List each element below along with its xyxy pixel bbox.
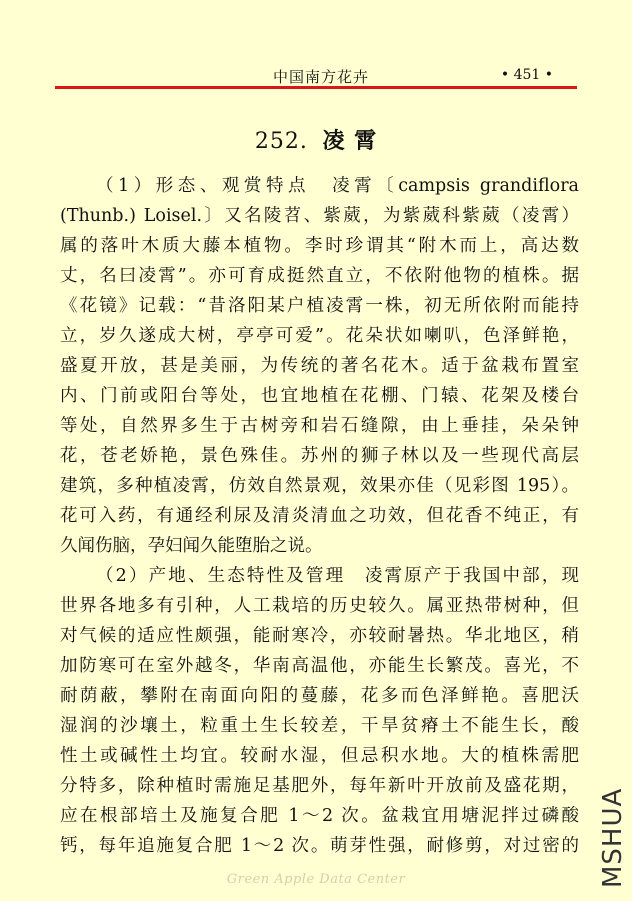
text-line: 等处，自然界多生于古树旁和岩石缝隙，由上垂挂，朵朵钟 (60, 416, 579, 436)
side-watermark-text: MSHUA (598, 787, 628, 888)
text-line: 钙，每年追施复合肥 1～2 次。萌芽性强，耐修剪，对过密的 (60, 836, 579, 856)
text-line: 湿润的沙壤土，粒重土生长较差，干旱贫瘠土不能生长，酸 (60, 716, 579, 736)
text-line: 建筑，多种植凌霄，仿效自然景观，效果亦佳（见彩图 195）。 (60, 476, 579, 496)
section-heading (0, 124, 632, 155)
header-rule (55, 86, 577, 89)
side-watermark (594, 787, 628, 890)
text-line: 性土或碱性土均宜。较耐水湿，但忌积水地。大的植株需肥 (60, 746, 579, 766)
text-line: （2）产地、生态特性及管理 凌霄原产于我国中部，现 (96, 566, 579, 586)
text-line: 立，岁久遂成大树，亭亭可爱”。花朵状如喇叭，色泽鲜艳， (60, 326, 579, 346)
text-line: 应在根部培土及施复合肥 1～2 次。盆栽宜用塘泥拌过磷酸 (60, 806, 579, 826)
text-line: 世界各地多有引种，人工栽培的历史较久。属亚热带树种，但 (60, 596, 579, 616)
section-number: 252. (254, 129, 308, 154)
text-line: 盛夏开放，甚是美丽，为传统的著名花木。适于盆栽布置室 (60, 356, 579, 376)
page-number: • 451 • (500, 67, 553, 83)
text-line: 内、门前或阳台等处，也宜地植在花棚、门辕、花架及楼台 (60, 386, 579, 406)
text-line: 属的落叶木质大藤本植物。李时珍谓其“附木而上，高达数 (60, 236, 579, 256)
text-line: 加防寒可在室外越冬，华南高温他，亦能生长繁茂。喜光，不 (60, 656, 579, 676)
text-line: （1）形态、观赏特点 凌霄〔campsis grandiflora (96, 176, 579, 196)
text-line: 久闻伤脑，孕妇闻久能堕胎之说。 (60, 536, 323, 556)
text-line: 花可入药，有通经利尿及清炎清血之功效，但花香不纯正，有 (60, 506, 579, 526)
text-line: 《花镜》记载：“昔洛阳某户植凌霄一株，初无所依附而能持 (60, 296, 579, 316)
watermark: Green Apple Data Center (226, 872, 406, 887)
running-header-title: 中国南方花卉 (273, 68, 370, 86)
text-line: 分特多，除种植时需施足基肥外，每年新叶开放前及盛花期， (60, 776, 579, 796)
text-line: 耐荫蔽，攀附在南面向阳的蔓藤，花多而色泽鲜艳。喜肥沃 (60, 686, 579, 706)
section-title: 凌 霄 (322, 128, 378, 154)
text-line: (Thunb.) Loisel.〕又名陵苕、紫葳，为紫葳科紫葳（凌霄） (60, 206, 579, 226)
text-line: 丈，名曰凌霄”。亦可育成挺然直立，不依附他物的植株。据 (60, 266, 579, 286)
text-line: 花，苍老娇艳，景色殊佳。苏州的狮子林以及一些现代高层 (60, 446, 579, 466)
text-line: 对气候的适应性颇强，能耐寒冷，亦较耐暑热。华北地区，稍 (60, 626, 579, 646)
running-header (55, 66, 577, 86)
